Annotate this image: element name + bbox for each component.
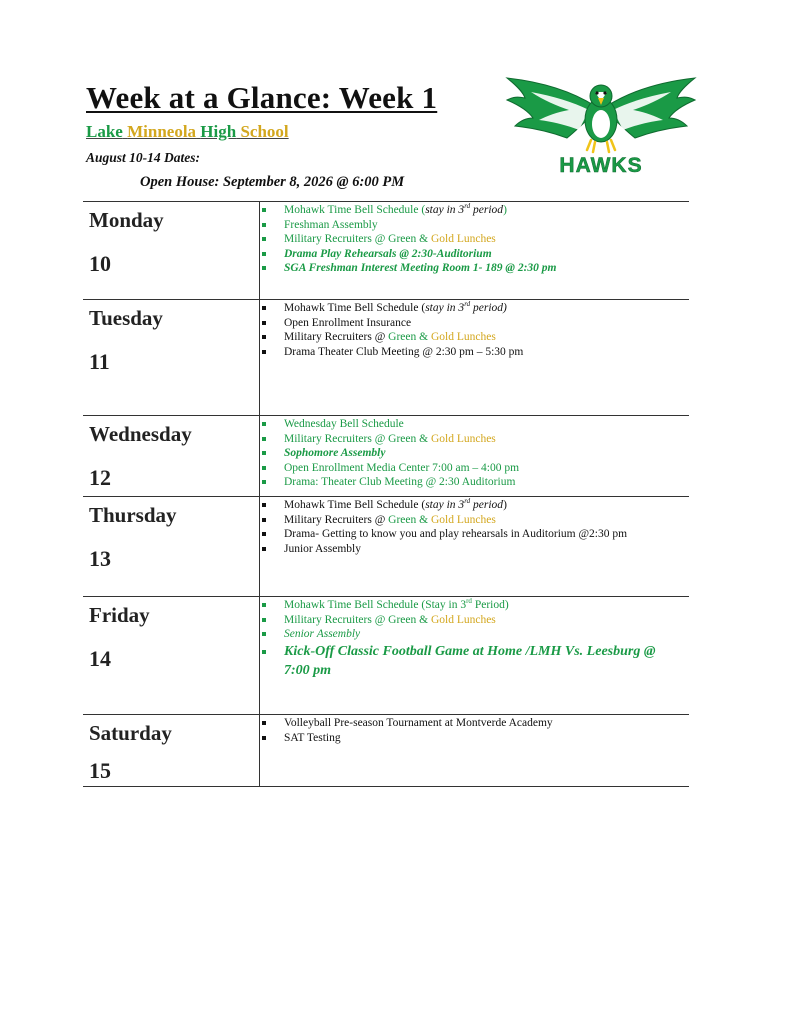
- events-cell: [260, 715, 690, 787]
- day-name: Monday: [89, 208, 164, 232]
- day-cell: [83, 497, 260, 597]
- week-dates: August 10-14 Dates:: [86, 150, 201, 165]
- event-list: [262, 203, 689, 276]
- day-name: Tuesday: [89, 306, 163, 330]
- day-number: 13: [89, 546, 111, 571]
- day-number: 10: [89, 251, 111, 276]
- event-item: Drama Theater Club Meeting @ 2:30 pm – 5:30 pm: [262, 345, 689, 360]
- event-list: [262, 301, 689, 359]
- event-item: Mohawk Time Bell Schedule (Stay in 3rd Period): [262, 598, 689, 613]
- hawks-logo: [503, 72, 699, 180]
- school-word-minneola: Minneola: [127, 122, 197, 141]
- events-cell: [260, 202, 690, 300]
- school-name: [86, 122, 506, 142]
- day-cell: [83, 597, 260, 715]
- day-name: Thursday: [89, 503, 177, 527]
- school-word-lake: Lake: [86, 122, 123, 141]
- day-cell: [83, 416, 260, 497]
- events-cell: [260, 416, 690, 497]
- event-item: Junior Assembly: [262, 542, 689, 557]
- event-item: Military Recruiters @ Green & Gold Lunches: [262, 613, 689, 628]
- event-item: Military Recruiters @ Green & Gold Lunches: [262, 330, 689, 345]
- event-item: Drama- Getting to know you and play rehearsals in Auditorium @2:30 pm: [262, 527, 689, 542]
- school-word-school: School: [240, 122, 289, 141]
- event-item: Military Recruiters @ Green & Gold Lunches: [262, 232, 689, 247]
- event-item: Drama: Theater Club Meeting @ 2:30 Auditorium: [262, 475, 689, 490]
- event-list: [262, 598, 689, 680]
- event-item: Volleyball Pre-season Tournament at Montverde Academy: [262, 716, 689, 731]
- open-house: Open House: September 8, 2026 @ 6:00 PM: [140, 174, 405, 190]
- day-number: 12: [89, 465, 111, 490]
- day-number: 14: [89, 646, 111, 671]
- event-item: Drama Play Rehearsals @ 2:30-Auditorium: [262, 247, 689, 262]
- day-row-thursday: [83, 497, 689, 597]
- event-item: Open Enrollment Media Center 7:00 am – 4:00 pm: [262, 461, 689, 476]
- page-header: [86, 80, 506, 191]
- week-schedule-table: [83, 201, 689, 787]
- events-cell: [260, 597, 690, 715]
- day-name: Wednesday: [89, 422, 192, 446]
- day-number: 15: [89, 758, 111, 783]
- event-item: Kick-Off Classic Football Game at Home /LMH Vs. Leesburg @ 7:00 pm: [262, 642, 684, 680]
- event-item: Sophomore Assembly: [262, 446, 689, 461]
- event-item: Mohawk Time Bell Schedule (stay in 3rd period): [262, 203, 689, 218]
- day-row-friday: [83, 597, 689, 715]
- page-title: Week at a Glance: Week 1: [86, 80, 438, 115]
- event-list: [262, 417, 689, 490]
- event-list: [262, 498, 689, 556]
- event-item: Military Recruiters @ Green & Gold Lunches: [262, 432, 689, 447]
- event-item: SGA Freshman Interest Meeting Room 1- 189 @ 2:30 pm: [262, 261, 689, 276]
- event-item: Open Enrollment Insurance: [262, 316, 689, 331]
- hawks-logo-text: HAWKS: [559, 154, 643, 177]
- school-word-high: High: [200, 122, 237, 141]
- event-item: Mohawk Time Bell Schedule (stay in 3rd period): [262, 301, 689, 316]
- day-row-wednesday: [83, 416, 689, 497]
- day-name: Friday: [89, 603, 150, 627]
- event-item: SAT Testing: [262, 731, 689, 746]
- day-cell: [83, 300, 260, 416]
- event-item: Military Recruiters @ Green & Gold Lunches: [262, 513, 689, 528]
- day-row-tuesday: [83, 300, 689, 416]
- day-row-monday: [83, 202, 689, 300]
- events-cell: [260, 497, 690, 597]
- event-item: Wednesday Bell Schedule: [262, 417, 689, 432]
- day-cell: [83, 715, 260, 787]
- day-cell: [83, 202, 260, 300]
- event-item: Senior Assembly: [262, 627, 689, 642]
- event-item: Mohawk Time Bell Schedule (stay in 3rd period): [262, 498, 689, 513]
- events-cell: [260, 300, 690, 416]
- event-item: Freshman Assembly: [262, 218, 689, 233]
- day-name: Saturday: [89, 721, 172, 745]
- day-row-saturday: [83, 715, 689, 787]
- event-list: [262, 716, 689, 745]
- day-number: 11: [89, 349, 110, 374]
